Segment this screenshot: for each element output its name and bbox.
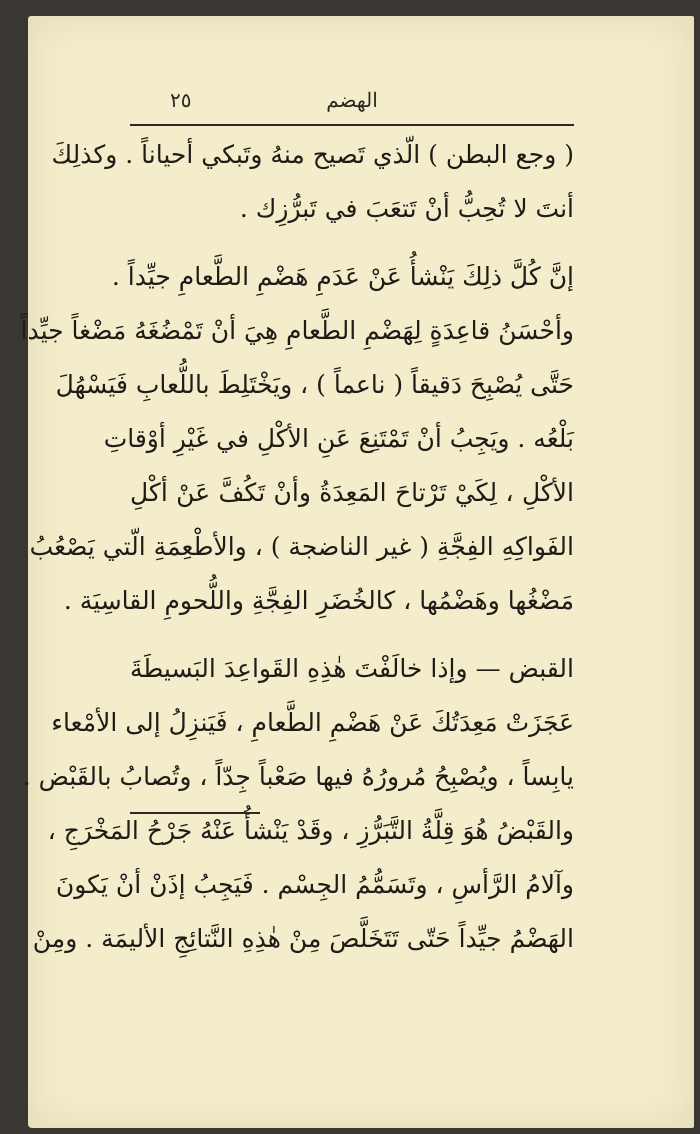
paragraph-3 bbox=[22, 642, 574, 966]
page-body bbox=[20, 128, 574, 966]
header-rule bbox=[130, 124, 574, 126]
text-line: حَتَّى يُصْبِحَ دَقيقاً ( ناعماً ) ، ويَخْتَلِطَ باللُّعابِ فَيَسْهُلَ bbox=[55, 370, 574, 399]
text-line: يابِساً ، ويُصْبِحُ مُرورُهُ فيها صَعْباً جِدّاً ، وتُصابُ بالقَبْض . bbox=[22, 762, 574, 791]
text-line: الهَضْمُ جيِّداً حَتّى تَتَخَلَّصَ مِنْ هٰذِهِ النَّتائِجِ الأليمَة . ومِنْ bbox=[32, 924, 574, 953]
text-line: أنتَ لا تُحِبُّ أنْ تَتعَبَ في تَبرُّزِك . bbox=[239, 194, 574, 223]
text-line: إنَّ كُلَّ ذلِكَ يَنْشأُ عَنْ عَدَمِ هَضْمِ الطَّعامِ جيِّداً . bbox=[111, 262, 574, 291]
page-number: ٢٥ bbox=[170, 88, 192, 112]
text-line: عَجَزَتْ مَعِدَتُكَ عَنْ هَضْمِ الطَّعامِ ، فَيَنزِلُ إلى الأمْعاء bbox=[51, 708, 574, 737]
text-line: والقَبْضُ هُوَ قِلَّةُ التَّبَرُّزِ ، وقَدْ يَنْشأُ عَنْهُ جَرْحُ المَخْرَجِ ، bbox=[47, 816, 574, 845]
page-header bbox=[130, 82, 574, 122]
text-line: بَلْعُه . ويَجِبُ أنْ تَمْتَنِعَ عَنِ الأكْلِ في غَيْرِ أوْقاتِ bbox=[103, 424, 574, 453]
paragraph-1 bbox=[51, 128, 574, 236]
running-title: الهضم bbox=[326, 88, 378, 112]
text-line: الأكْلِ ، لِكَيْ تَرْتاحَ المَعِدَةُ وأنْ تَكُفَّ عَنْ أكْلِ bbox=[130, 478, 574, 507]
text-line: ( وجع البطن ) الّذي تَصيح منهُ وتَبكي أحياناً . وكذلِكَ bbox=[51, 140, 574, 169]
paragraph-2 bbox=[20, 250, 574, 628]
text-line: مَضْغُها وهَضْمُها ، كالخُضَرِ الفِجَّةِ واللُّحومِ القاسِيَة . bbox=[63, 586, 574, 615]
text-line: وآلامُ الرَّأسِ ، وتَسَمُّمُ الجِسْم . فَيَجِبُ إذَنْ أنْ يَكونَ bbox=[55, 870, 574, 899]
text-line: وأحْسَنُ قاعِدَةٍ لِهَضْمِ الطَّعامِ هِيَ أنْ تَمْضُغَهُ مَضْغاً جيِّداً bbox=[20, 316, 574, 345]
text-line: الفَواكِهِ الفِجَّةِ ( غير الناضجة ) ، والأطْعِمَةِ الّتي يَصْعُبُ bbox=[29, 532, 574, 561]
pencil-underline-mark bbox=[130, 812, 260, 814]
text-line: القبض — وإذا خالَفْتَ هٰذِهِ القَواعِدَ البَسيطَةَ bbox=[130, 654, 574, 683]
